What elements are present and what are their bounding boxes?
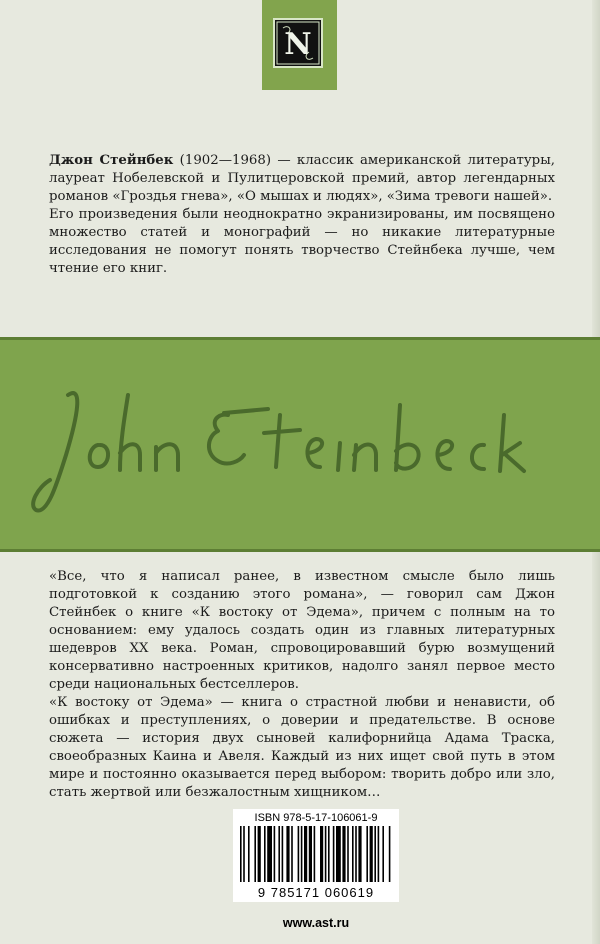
barcode-bar [274,826,276,882]
barcode-bar [355,826,357,882]
barcode-bar [325,826,327,882]
barcode-bar [347,826,349,882]
description-paragraph-1: «Все, что я написал ранее, в известном смысле было лишь подготовкой к созданию этого романа», — говорил сам Джон Стейнбек о книге «К востоку от Эдема», причем с полным на то основанием: ему удалось создать один из главных литературных шедевров XX века. Роман, спровоцировавший бурю возмущений консервативно настроенных критиков, надолго занял первое место среди национальных бестселлеров. [49,569,555,692]
book-description-section [49,568,555,802]
signature-band [0,337,600,552]
barcode-bar [314,826,316,882]
barcode-bar [333,826,335,882]
about-author-paragraph-2: Его произведения были неоднократно экранизированы, им посвящено множество статей и монографий — но никакие литературные исследования не помогут понять творчество Стейнбека лучше, чем чтение его книг. [49,207,555,276]
barcode-bar [267,826,272,882]
barcode-bar [240,826,242,882]
barcode-bar [301,826,303,882]
barcode-bar [248,826,250,882]
barcode-box [233,809,399,902]
barcode-bar [258,826,261,882]
about-author-section [49,152,555,278]
publisher-logo-icon [273,18,323,68]
barcode-bar [243,826,245,882]
barcode-bar [389,826,391,882]
barcode-bar [286,826,289,882]
barcode-bar [264,826,266,882]
description-paragraph-2: «К востоку от Эдема» — книга о страстной любви и ненависти, об ошибках и преступлениях, о доверии и предательстве. В основе сюжета — история двух сыновей калифорнийца Адама Траска, своеобразных Каина и Авеля. Каждый из них ищет свой путь в этом мире и постоянно оказывается перед выбором: творить добро или зло, стать жертвой или безжалостным хищником… [49,695,555,800]
barcode-bar [291,826,293,882]
barcode-bar [352,826,354,882]
barcode-bar [320,826,323,882]
barcode-bar [309,826,312,882]
barcode-bar [366,826,368,882]
barcode-bar [336,826,341,882]
about-author-intro: (1902—1968) — классик американской литературы, лауреат Нобелевской и Пулитцеровской премий, автор легендарных романов «Гроздья гнева», «О мышах и людях», «Зима тревоги нашей». [49,153,556,204]
about-author-paragraph-1 [49,152,555,206]
author-name: Джон Стейнбек [49,153,174,168]
barcode-bar [278,826,280,882]
barcode-bar [328,826,330,882]
barcode-bar [358,826,361,882]
barcode-bar [374,826,376,882]
barcode-bar [342,826,345,882]
publisher-logo-letter: N [284,27,312,62]
barcode-bar [370,826,373,882]
isbn-text: ISBN 978-5-17-106061-9 [254,812,378,824]
barcode-bar [378,826,380,882]
publisher-website: www.ast.ru [282,916,350,930]
publisher-logo-svg [275,20,321,66]
barcode-bar [304,826,307,882]
barcode-bar [298,826,300,882]
author-signature-image [28,375,548,525]
barcode-bar [282,826,284,882]
publisher-logo-box [262,0,337,90]
barcode-bar [382,826,384,882]
barcode-digits: 9 785171 060619 [257,885,375,900]
barcode-bar [254,826,256,882]
barcode-bars [240,826,392,882]
